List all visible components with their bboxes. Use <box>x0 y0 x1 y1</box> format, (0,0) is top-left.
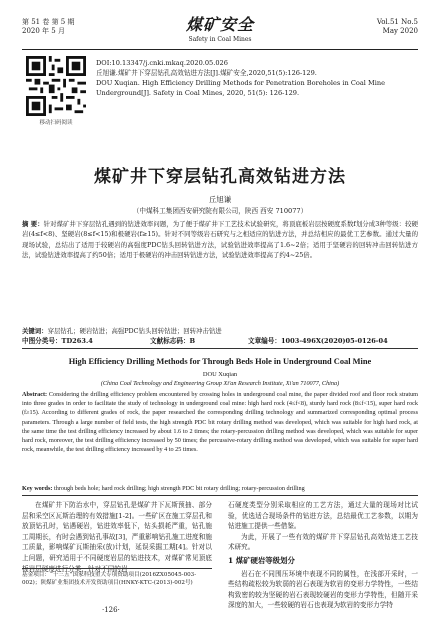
document-code: 文献标志码：B <box>150 337 196 345</box>
issue-info-en <box>377 18 418 36</box>
keywords-en-label: Key words: <box>22 485 53 492</box>
author-cn: 丘旭谦 <box>208 195 232 204</box>
keywords-en-text: through beds hole; hard rock drilling; high strength PDC bit rotary drilling; rotary-percussion drilling <box>53 485 305 492</box>
section-heading-1: 1 煤矿硬岩等级划分 <box>228 555 295 565</box>
volume-issue-en: Vol.51 No.5 <box>376 18 418 26</box>
article-title-cn: 煤矿井下穿层钻孔高效钻进方法 <box>94 167 346 187</box>
intro-paragraph-cont: 石硬度类型分别采取相应的工艺方法，通过大量的现场对比试验，优选适合现场条件的钻进方法，总结最优工艺参数，以期为钻进施工提供一些借鉴。 <box>228 501 418 531</box>
article-number: 文章编号：1003-496X(2020)05-0126-04 <box>248 337 388 345</box>
citation-cn: 丘旭谦.煤矿井下穿层钻孔高效钻进方法[J].煤矿安全,2020,51(5):126-129. <box>96 69 317 77</box>
journal-brand <box>22 14 418 44</box>
funding-note: 基金项目：“十三五”国家科技重大专项资助项目(2016ZX05045-003-002)；陕煤矿业集团技术开发资助项目(HNKY-KTC-(2013)-002号) <box>22 568 212 588</box>
date-cn: 2020 年 5 月 <box>22 27 65 35</box>
abstract-cn <box>22 219 418 261</box>
clc-number: 中图分类号：TD263.4 <box>22 337 93 345</box>
body-right-column <box>228 500 418 611</box>
classification-row <box>22 336 418 349</box>
volume-issue-cn: 第 51 卷 第 5 期 <box>22 18 75 26</box>
section-1-paragraph: 岩石在不同围压环境中表现不同的属性，在浅部开采时，一些结构疏松较为软弱的岩石表现为软岩的变形力学特性，一些结构致密的较为坚硬的岩石表现较硬岩的变形力学特性，但随开采深度的加大，一些较硬的岩石也表现为软岩的变形力学特 <box>228 569 418 610</box>
qr-code-icon[interactable] <box>26 56 86 116</box>
body-left-column <box>22 500 212 574</box>
author-en: DOU Xuqian <box>202 371 238 378</box>
intro-paragraph-2: 为此，开展了一些有效的煤矿井下穿层钻孔高效钻进工艺技术研究。 <box>228 532 418 552</box>
doi-line[interactable]: DOI:10.13347/j.cnki.mkaq.2020.05.026 <box>96 59 228 67</box>
article-meta <box>22 56 418 146</box>
intro-paragraph: 在煤矿井下防治水中，穿层钻孔是煤矿井下瓦斯预抽、部分层和采空区瓦斯治理的有效措施[1-2]。一些矿区在施工穿层孔和放顶钻孔时，钻遇硬岩，钻进效率低下，钻头损耗严重，钻孔施工周期长，有时会遇到钻孔事故[3]，严重影响钻孔施工进度和施工质量，影响煤矿瓦斯抽采(放)计划，延误采掘工期[4]。针对以上问题，研究适用于不同硬度岩层的钻进技术，对煤矿常见顶底板岩层硬度进行分类，针对不同的岩 <box>22 501 212 573</box>
abstract-cn-text: 针对煤矿井下穿层钻孔遇到的钻进效率问题，为了便于煤矿井下工艺技术试验研究，将顶底板岩层按硬度系数f划分成3种等级：较硬岩(4≤f<8)、坚硬岩(8≤f<15)和极硬岩(f≥15)。针对不同等级岩石研究与之相适应的钻进方法，并总结相应的最优工艺参数。通过大量的现场试验，总结出了适用于较硬岩的高强度PDC钻头回转钻进方法，试验钻进效率提高了1.6~2倍；适用于坚硬岩的回转冲击回转钻进方法，试验钻进效率提高了约50倍；适用于极硬岩的冲击回转钻进方法，试验钻进效率提高了约4~25倍。 <box>22 220 418 260</box>
page-number: ·126· <box>102 606 120 614</box>
journal-logo: 煤矿安全 <box>185 15 254 34</box>
abstract-en-label: Abstract: <box>22 391 48 398</box>
article-title-en: High Efficiency Drilling Methods for Through Beds Hole in Underground Coal Mine <box>68 357 372 366</box>
abstract-cn-label: 摘 要： <box>22 220 44 228</box>
citation-en: DOU Xuqian. High Efficiency Drilling Methods for Penetration Boreholes in Coal Mine Underground[J]. Safety in Coal Mines, 2020, 51(5): 126-129. <box>96 79 385 97</box>
keywords-cn-text: 穿层钻孔；硬岩钻进；高强PDC钻头回转钻进；回转冲击钻进 <box>47 327 222 335</box>
qr-label: 移动扫码阅读 <box>39 120 73 126</box>
keywords-cn-label: 关键词： <box>22 327 48 335</box>
citation-block <box>96 58 418 98</box>
abstract-en <box>22 390 418 454</box>
journal-header <box>22 14 418 50</box>
abstract-en-text: Considering the drilling efficiency problem encountered by crossing holes in underground coal mine, the paper divided roof and floor rock stratum into three grades in order to facilitate the study of technology in underground coal mine: high hard rock (4≤f<8), sturdy hard rock (8≤f<15), super hard rock (f≥15). According to different grades of rock, the paper researched the corresponding drilling technology and summarized corresponding optimal process parameters. Through a large number of field tests, the high strength PDC bit rotary drilling method was developed, which was suitable for high hard rock, at the same time the test drilling efficiency increased by about 1.6 to 2 times; the rotary-percussion drilling method was developed, which was suitable for super hard rock, moreover, the test drilling efficiency increased by 50 times; the percussive-rotary drilling method was developed, which was suitable for super hard rock, meanwhile, the test drilling efficiency increased by 4 to 25 times. <box>22 391 418 454</box>
journal-name-en: Safety in Coal Mines <box>188 36 252 43</box>
keywords-cn <box>22 326 418 336</box>
keywords-en <box>22 484 418 496</box>
affiliation-en: (China Coal Technology and Engineering Group Xi'an Research Institute, Xi'an 710077, China) <box>100 380 340 387</box>
date-en: May 2020 <box>382 27 418 35</box>
affiliation-cn: （中煤科工集团西安研究院有限公司，陕西 西安 710077） <box>132 207 308 215</box>
